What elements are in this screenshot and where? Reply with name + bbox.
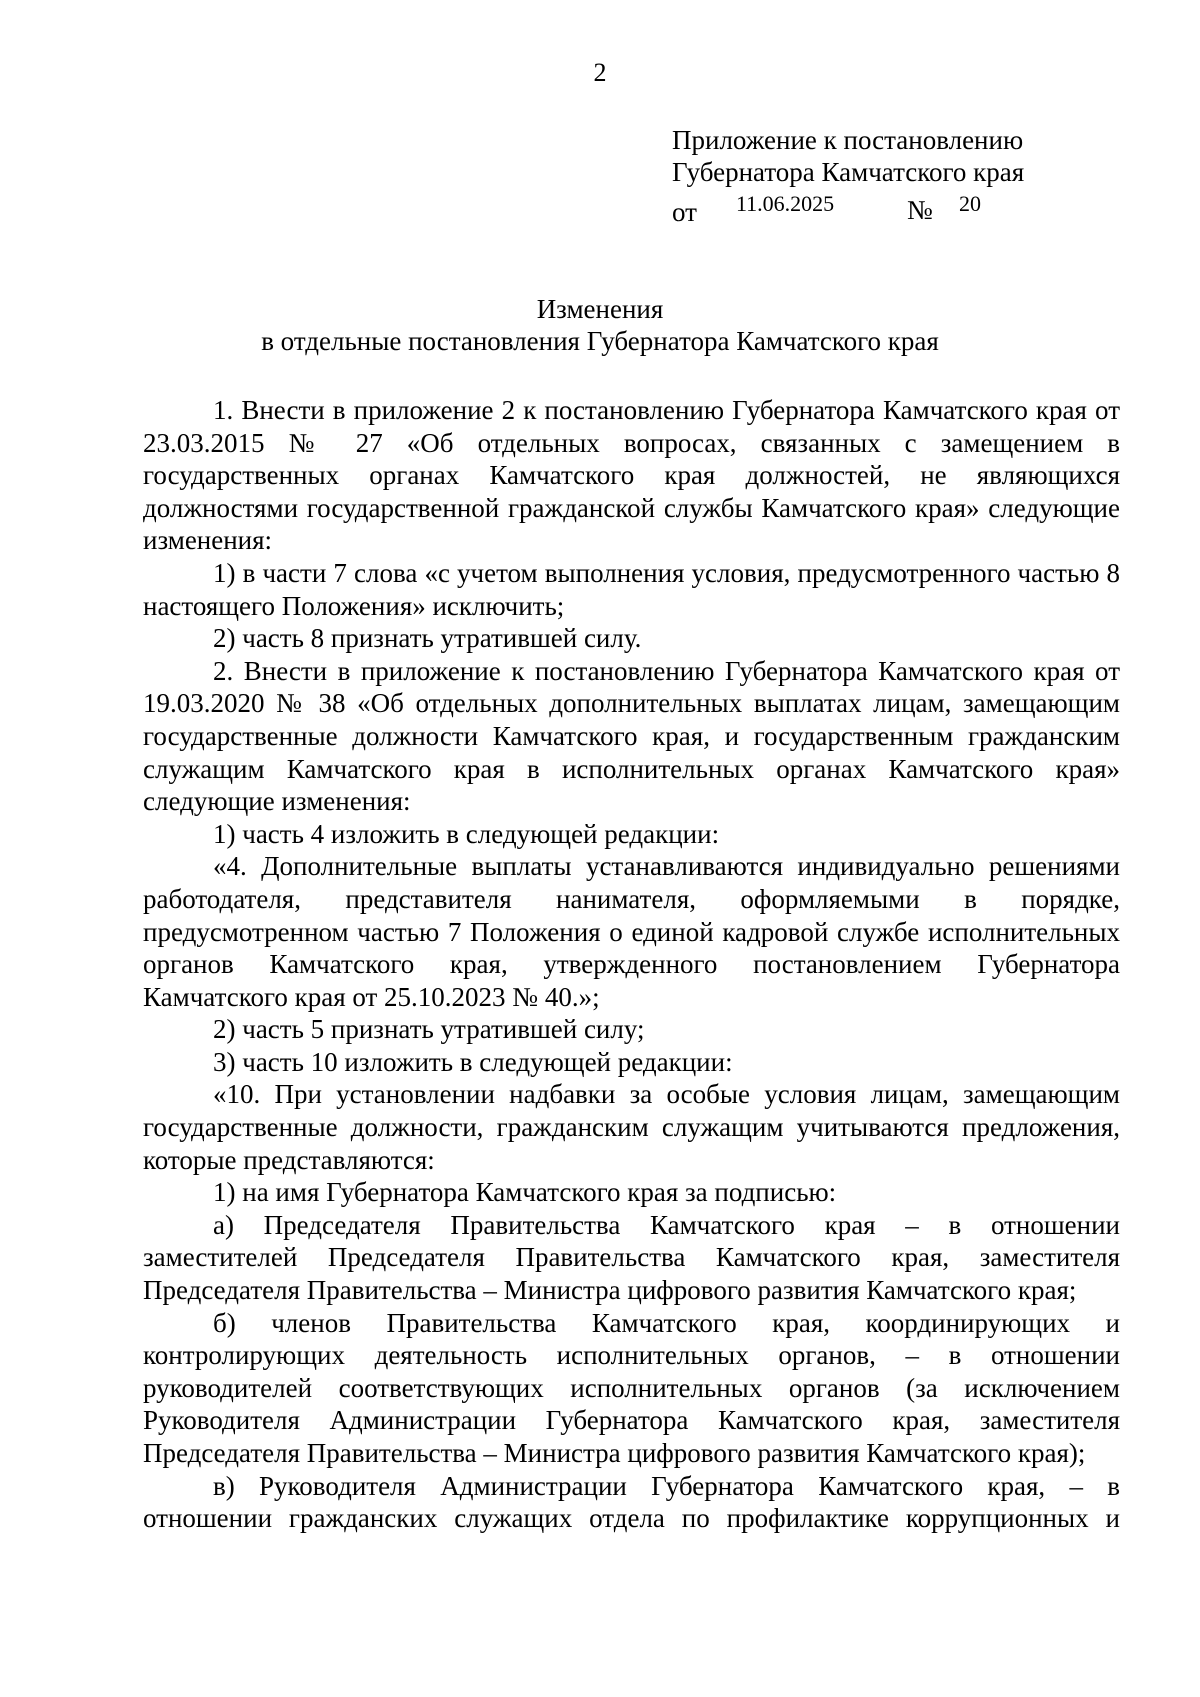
paragraph: 1) в части 7 слова «с учетом выполнения условия, предусмотренного частью 8 настоящего Положения» исключить; <box>143 557 1120 621</box>
appendix-date-row <box>672 188 1024 227</box>
paragraph: 2. Внести в приложение к постановлению Губернатора Камчатского края от 19.03.2020 № 38 «Об отдельных дополнительных выплатах лицам, замещающим государственные должности Камчатского края, и государственным гражданским служащим Камчатского края в исполнительных органах Камчатского края» следующие изменения: <box>143 655 1120 817</box>
paragraph: 2) часть 5 признать утратившей силу; <box>213 1014 645 1045</box>
paragraph: 2) часть 8 признать утратившей силу. <box>213 623 642 654</box>
date-prefix-label: от <box>672 197 697 227</box>
appendix-line-2: Губернатора Камчатского края <box>672 157 1025 187</box>
paragraph: б) членов Правительства Камчатского края, координирующих и контролирующих деятельность исполнительных органов, – в отношении руководителей соответствующих исполнительных органов (за исключением Руководителя Администрации Губернатора Камчатского края, заместителя Председателя Правительства – Министра цифрового развития Камчатского края); <box>143 1307 1120 1468</box>
page-number: 2 <box>593 58 607 87</box>
paragraph: а) Председателя Правительства Камчатского края – в отношении заместителей Председателя Правительства Камчатского края, заместителя Председателя Правительства – Министра цифрового развития Камчатского края; <box>143 1209 1120 1306</box>
paragraph: в) Руководителя Администрации Губернатора Камчатского края, – в отношении гражданских служащих отдела по профилактике коррупционных и <box>143 1470 1120 1534</box>
title-line-2: в отдельные постановления Губернатора Камчатского края <box>261 326 939 356</box>
document-title <box>0 293 1200 357</box>
appendix-header <box>672 124 1025 227</box>
document-date: 11.06.2025 <box>736 191 835 216</box>
document-body <box>143 394 1120 1535</box>
paragraph: «4. Дополнительные выплаты устанавливаются индивидуально решениями работодателя, представителя нанимателя, оформляемыми в порядке, предусмотренном частью 7 Положения о единой кадровой службе исполнительных органов Камчатского края, утвержденного постановлением Губернатора Камчатского края от 25.10.2023 № 40.»; <box>143 851 1120 1012</box>
title-line-1: Изменения <box>536 294 664 324</box>
paragraph: 1) на имя Губернатора Камчатского края за подписью: <box>213 1177 837 1208</box>
appendix-line-1: Приложение к постановлению <box>672 125 1024 155</box>
paragraph: 1. Внести в приложение 2 к постановлению Губернатора Камчатского края от 23.03.2015 № 27 «Об отдельных вопросах, связанных с замещением в государственных органах Камчатского края должностей, не являющихся должностями государственной гражданской службы Камчатского края» следующие изменения: <box>143 395 1120 556</box>
number-sign-label: № <box>907 195 933 225</box>
paragraph: 1) часть 4 изложить в следующей редакции: <box>213 818 720 849</box>
document-number: 20 <box>959 191 981 216</box>
paragraph: 3) часть 10 изложить в следующей редакции: <box>213 1046 733 1077</box>
paragraph: «10. При установлении надбавки за особые условия лицам, замещающим государственные должности, гражданским служащим учитываются предложения, которые представляются: <box>143 1079 1120 1175</box>
